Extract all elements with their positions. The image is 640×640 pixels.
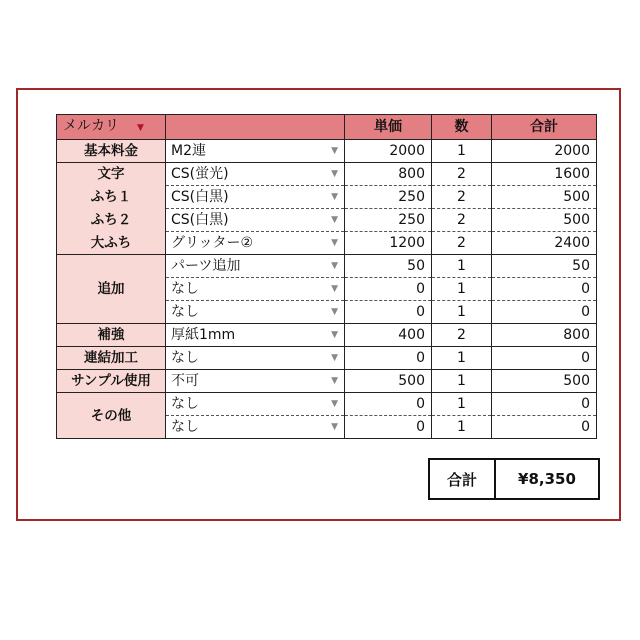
label-fuchi1: ふち１ <box>90 189 132 206</box>
item-select[interactable] <box>166 278 345 301</box>
item-select[interactable] <box>166 232 345 255</box>
dropdown-arrow-icon[interactable]: ▼ <box>137 123 144 133</box>
header-qty: 数 <box>432 115 492 140</box>
item-value: なし <box>171 396 199 412</box>
qty-cell[interactable]: 1 <box>432 370 492 393</box>
qty-cell[interactable]: 2 <box>432 186 492 209</box>
dropdown-arrow-icon[interactable]: ▼ <box>331 192 338 202</box>
item-value: CS(蛍光) <box>171 166 229 182</box>
label-fuchi2: ふち２ <box>90 211 132 228</box>
sum-cell: 500 <box>492 209 597 232</box>
price-cell[interactable]: 0 <box>345 347 432 370</box>
item-value: なし <box>171 281 199 297</box>
qty-cell[interactable]: 1 <box>432 301 492 324</box>
item-value: 不可 <box>171 373 199 389</box>
price-cell[interactable]: 250 <box>345 186 432 209</box>
qty-cell[interactable]: 1 <box>432 393 492 416</box>
group-label-base: 基本料金 <box>57 140 166 163</box>
sum-cell: 800 <box>492 324 597 347</box>
sum-cell: 0 <box>492 347 597 370</box>
dropdown-arrow-icon[interactable]: ▼ <box>331 422 338 432</box>
dropdown-arrow-icon[interactable]: ▼ <box>331 307 338 317</box>
group-label-text <box>57 163 166 255</box>
platform-dropdown[interactable] <box>57 115 166 140</box>
item-value: グリッター② <box>171 235 253 251</box>
item-select[interactable] <box>166 209 345 232</box>
header-price: 単価 <box>345 115 432 140</box>
dropdown-arrow-icon[interactable]: ▼ <box>331 146 338 156</box>
header-row <box>57 115 597 140</box>
item-select[interactable] <box>166 370 345 393</box>
dropdown-arrow-icon[interactable]: ▼ <box>331 169 338 179</box>
item-value: CS(白黒) <box>171 212 229 228</box>
label-ofuchi: 大ふち <box>90 234 132 251</box>
table-row <box>57 347 597 370</box>
price-cell[interactable]: 0 <box>345 393 432 416</box>
platform-dropdown-label: メルカリ <box>63 118 119 134</box>
item-value: なし <box>171 350 199 366</box>
price-cell[interactable]: 2000 <box>345 140 432 163</box>
total-label: 合計 <box>429 459 495 499</box>
price-cell[interactable]: 800 <box>345 163 432 186</box>
total-value: ¥8,350 <box>495 459 599 499</box>
sum-cell: 500 <box>492 186 597 209</box>
group-label-add: 追加 <box>57 255 166 324</box>
price-table <box>56 114 597 439</box>
sum-cell: 0 <box>492 278 597 301</box>
sum-cell: 0 <box>492 301 597 324</box>
price-cell[interactable]: 0 <box>345 416 432 439</box>
item-select[interactable] <box>166 163 345 186</box>
dropdown-arrow-icon[interactable]: ▼ <box>331 376 338 386</box>
table-row <box>57 324 597 347</box>
group-label-other: その他 <box>57 393 166 439</box>
price-cell[interactable]: 0 <box>345 301 432 324</box>
item-select[interactable] <box>166 186 345 209</box>
dropdown-arrow-icon[interactable]: ▼ <box>331 284 338 294</box>
label-moji: 文字 <box>97 166 125 183</box>
sum-cell: 0 <box>492 416 597 439</box>
qty-cell[interactable]: 2 <box>432 232 492 255</box>
table-row <box>57 255 597 278</box>
dropdown-arrow-icon[interactable]: ▼ <box>331 215 338 225</box>
qty-cell[interactable]: 2 <box>432 209 492 232</box>
sum-cell: 2400 <box>492 232 597 255</box>
price-cell[interactable]: 400 <box>345 324 432 347</box>
item-select[interactable] <box>166 393 345 416</box>
item-value: M2連 <box>171 143 206 159</box>
dropdown-arrow-icon[interactable]: ▼ <box>331 330 338 340</box>
sum-cell: 500 <box>492 370 597 393</box>
dropdown-arrow-icon[interactable]: ▼ <box>331 238 338 248</box>
item-select[interactable] <box>166 416 345 439</box>
item-select[interactable] <box>166 140 345 163</box>
total-box <box>428 458 600 500</box>
header-sum: 合計 <box>492 115 597 140</box>
item-value: パーツ追加 <box>171 258 241 274</box>
qty-cell[interactable]: 1 <box>432 255 492 278</box>
qty-cell[interactable]: 1 <box>432 278 492 301</box>
qty-cell[interactable]: 2 <box>432 324 492 347</box>
dropdown-arrow-icon[interactable]: ▼ <box>331 353 338 363</box>
table-row <box>57 163 597 186</box>
item-select[interactable] <box>166 301 345 324</box>
header-item-blank <box>166 115 345 140</box>
item-value: 厚紙1mm <box>171 327 236 343</box>
group-label-connect: 連結加工 <box>57 347 166 370</box>
price-cell[interactable]: 1200 <box>345 232 432 255</box>
item-value: なし <box>171 419 199 435</box>
sum-cell: 1600 <box>492 163 597 186</box>
item-value: なし <box>171 304 199 320</box>
qty-cell[interactable]: 2 <box>432 163 492 186</box>
item-value: CS(白黒) <box>171 189 229 205</box>
group-label-reinforce: 補強 <box>57 324 166 347</box>
sum-cell: 50 <box>492 255 597 278</box>
qty-cell[interactable]: 1 <box>432 140 492 163</box>
price-cell[interactable]: 50 <box>345 255 432 278</box>
sum-cell: 0 <box>492 393 597 416</box>
dropdown-arrow-icon[interactable]: ▼ <box>331 399 338 409</box>
qty-cell[interactable]: 1 <box>432 347 492 370</box>
price-cell[interactable]: 250 <box>345 209 432 232</box>
item-select[interactable] <box>166 324 345 347</box>
sum-cell: 2000 <box>492 140 597 163</box>
table-row <box>57 140 597 163</box>
group-label-sample: サンプル使用 <box>57 370 166 393</box>
table-row <box>57 393 597 416</box>
item-select[interactable] <box>166 347 345 370</box>
qty-cell[interactable]: 1 <box>432 416 492 439</box>
item-select[interactable] <box>166 255 345 278</box>
table-row <box>57 370 597 393</box>
dropdown-arrow-icon[interactable]: ▼ <box>331 261 338 271</box>
price-cell[interactable]: 0 <box>345 278 432 301</box>
price-cell[interactable]: 500 <box>345 370 432 393</box>
